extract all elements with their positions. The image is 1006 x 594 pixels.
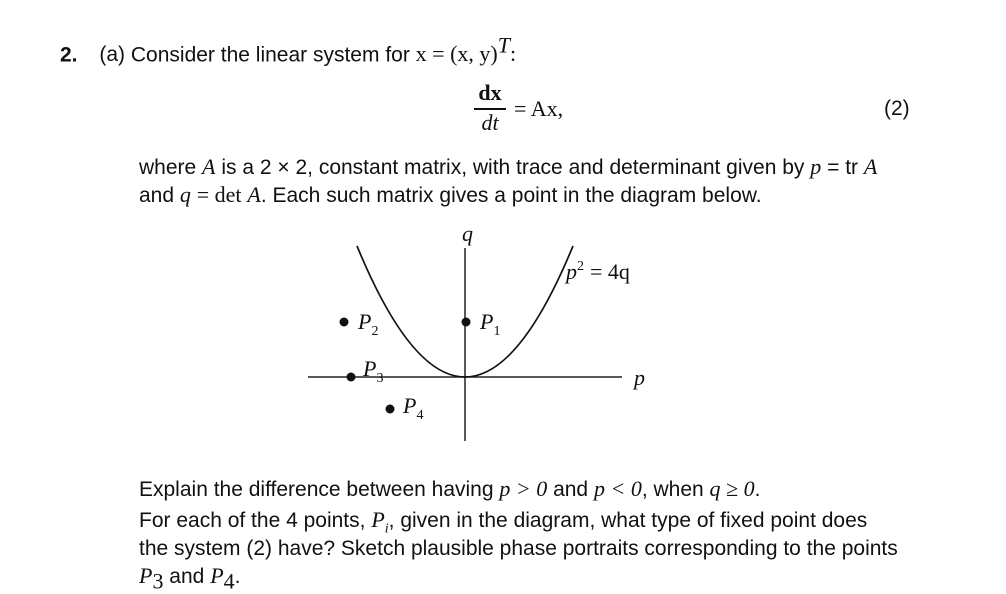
para1-line1: where A is a 2 × 2, constant matrix, with trace and determinant given by p = tr A — [139, 154, 878, 179]
point-p2-dot — [340, 318, 349, 327]
eq-rhs: = Ax, — [514, 96, 564, 121]
para1-line2: and q = det A. Each such matrix gives a point in the diagram below. — [139, 182, 762, 207]
para2-line4: $P_3$ and $P_4$. — [139, 563, 241, 594]
point-p1-dot — [462, 318, 471, 327]
eq-numerator: dx — [478, 80, 502, 105]
intro-text: Consider the linear system for — [130, 43, 410, 67]
p-axis-label: p — [634, 365, 645, 390]
para2-line2: For each of the 4 points, $P_i$, given in the diagram, what type of fixed point does — [139, 507, 868, 537]
parabola-label: $p^2 = 4q$ — [566, 259, 630, 284]
point-p3-dot — [347, 373, 356, 382]
point-p3-label: $P_3$ — [363, 356, 384, 386]
point-p4-label: $P_4$ — [403, 393, 424, 423]
q-axis-label: q — [462, 221, 473, 246]
intro-math: x = (x, y)$^T$: — [415, 33, 517, 67]
eq-denominator: dt — [481, 110, 499, 135]
part-label: (a) — [99, 43, 126, 67]
eq-tag: (2) — [884, 97, 910, 120]
para2-line1: Explain the difference between having p > 0 and p < 0, when q ≥ 0. — [139, 476, 761, 501]
question-number: 2. — [60, 43, 78, 67]
point-p1-label: $P_1$ — [480, 309, 501, 339]
point-p4-dot — [386, 405, 395, 414]
para2-line3: the system (2) have? Sketch plausible phase portraits corresponding to the points — [139, 537, 898, 560]
point-p2-label: $P_2$ — [358, 309, 379, 339]
